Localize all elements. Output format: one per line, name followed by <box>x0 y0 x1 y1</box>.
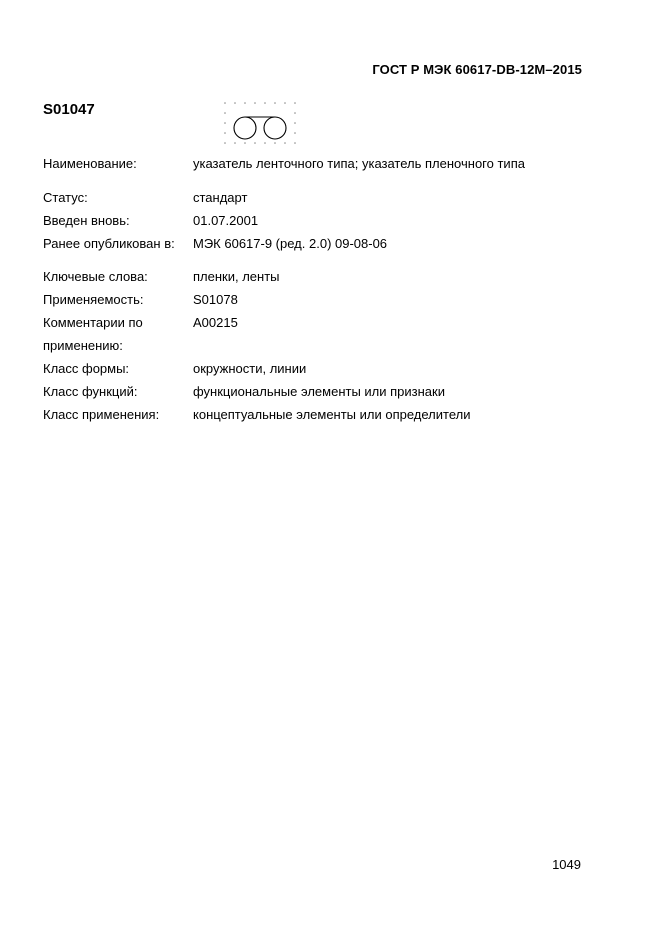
field-value: указатель ленточного типа; указатель пленочного типа <box>193 156 525 171</box>
field-value: стандарт <box>193 190 248 205</box>
page-number: 1049 <box>552 857 581 872</box>
field-value: окружности, линии <box>193 361 307 376</box>
tape-indicator-symbol-icon <box>222 100 304 152</box>
field-value: пленки, ленты <box>193 269 280 284</box>
field-label: Класс применения: <box>43 407 160 422</box>
field-label: Класс формы: <box>43 361 130 376</box>
field-value: функциональные элементы или признаки <box>193 384 445 399</box>
field-value: S01078 <box>193 292 238 307</box>
field-label: Ключевые слова: <box>43 269 148 284</box>
field-label: применению: <box>43 338 123 353</box>
symbol-id: S01047 <box>43 101 95 118</box>
document-header: ГОСТ Р МЭК 60617-DB-12M–2015 <box>372 62 582 77</box>
field-label: Статус: <box>43 190 88 205</box>
field-label: Комментарии по <box>43 315 143 330</box>
field-label: Применяемость: <box>43 292 144 307</box>
field-value: МЭК 60617-9 (ред. 2.0) 09-08-06 <box>193 236 388 251</box>
field-label: Ранее опубликован в: <box>43 236 175 251</box>
field-label: Введен вновь: <box>43 213 130 228</box>
field-label: Наименование: <box>43 156 137 171</box>
field-value: концептуальные элементы или определители <box>193 407 471 422</box>
field-label: Класс функций: <box>43 384 138 399</box>
field-value: A00215 <box>193 315 238 330</box>
field-value: 01.07.2001 <box>193 213 259 228</box>
